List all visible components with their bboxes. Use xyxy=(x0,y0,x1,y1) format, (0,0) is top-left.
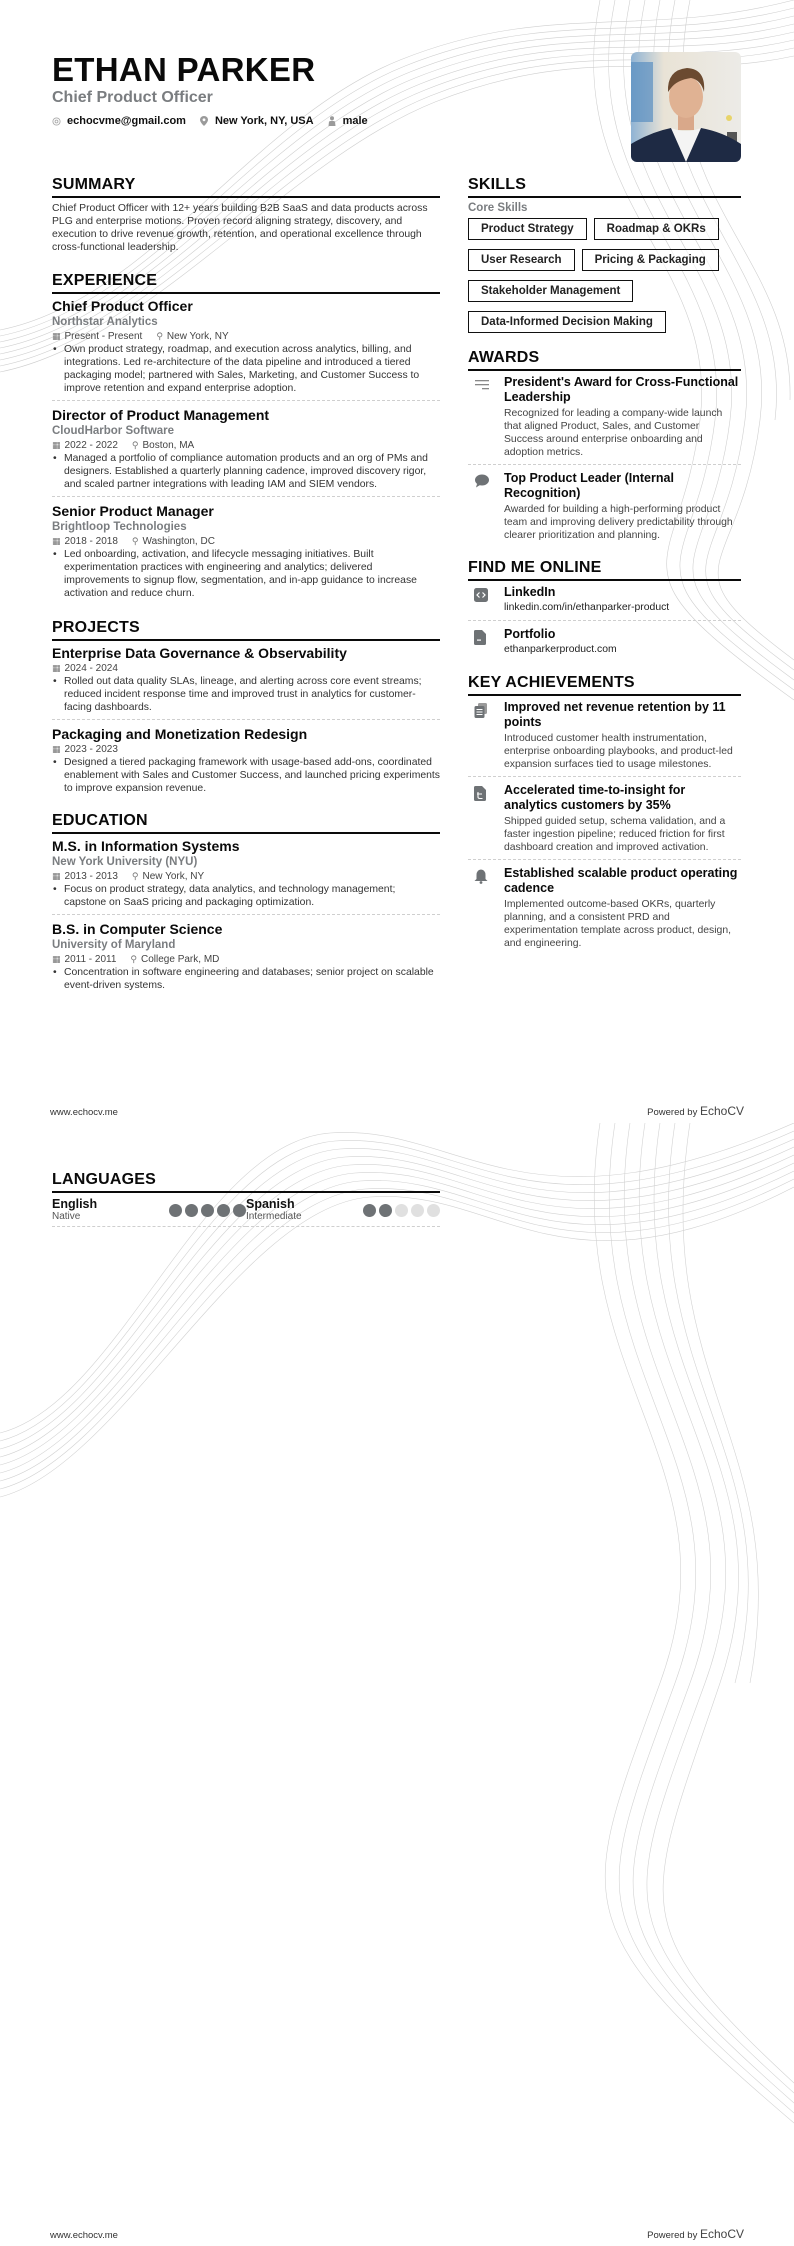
language-level: Intermediate xyxy=(246,1211,302,1222)
rating-dot xyxy=(169,1204,182,1217)
entry-dates: 2024 - 2024 xyxy=(64,663,118,674)
language-name: Spanish xyxy=(246,1197,295,1211)
skill-chip: Stakeholder Management xyxy=(468,280,633,302)
calendar-icon: ▦ xyxy=(52,440,61,450)
entry-dates: 2018 - 2018 xyxy=(64,536,118,547)
entry-bullet: • Led onboarding, activation, and lifecycle messaging initiatives. Built experimentation practices with engineering and analytics; delivered improvements to signup flow, segmentation, and in-app guidance to increase activation and reduce churn. xyxy=(52,548,440,600)
award-title: President's Award for Cross-Functional Leadership xyxy=(504,375,739,404)
achievement-description: Shipped guided setup, schema validation, and a faster ingestion pipeline; reduced friction for first dashboard creation and improved activation. xyxy=(504,816,726,853)
award-item xyxy=(468,471,741,547)
rating-dot xyxy=(217,1204,230,1217)
skill-chip: Roadmap & OKRs xyxy=(594,218,719,240)
projects-section xyxy=(52,619,440,800)
entry-location: New York, NY xyxy=(166,331,229,342)
at-icon xyxy=(52,117,61,126)
summary-section xyxy=(52,176,440,254)
section-heading-experience: EXPERIENCE xyxy=(52,272,440,294)
project-entry xyxy=(52,726,440,800)
achievement-description: Introduced customer health instrumentation, enterprise onboarding playbooks, and product-led expansion surfaces tied to usage milestones. xyxy=(504,733,733,770)
entry-dates: Present - Present xyxy=(64,331,143,342)
person-icon xyxy=(328,117,337,126)
project-title: Enterprise Data Governance & Observability xyxy=(52,645,347,661)
entry-location: Washington, DC xyxy=(142,536,215,547)
rating-dot xyxy=(201,1204,214,1217)
rating-dot xyxy=(427,1204,440,1217)
skills-section xyxy=(468,176,741,333)
language-item xyxy=(246,1197,440,1227)
entry-bullet: • Designed a tiered packaging framework with usage-based add-ons, coordinated enablement with Sales and Customer Success, and launched pricing experiments to improve expansion revenue. xyxy=(53,757,441,794)
award-description: Awarded for building a high-performing product team and improving delivery predictability through clearer prioritization and planning. xyxy=(504,504,733,541)
rating-dot xyxy=(411,1204,424,1217)
bullet-text: Managed a portfolio of compliance automation products and an org of PMs and designers. Established a quarterly planning cadence, improved discovery rigor, and scaled partner integrations with leading IAM and SIEM vendors. xyxy=(64,453,428,490)
footer-powered-by[interactable] xyxy=(647,1104,744,1118)
job-title: Chief Product Officer xyxy=(52,298,193,314)
section-heading-projects: PROJECTS xyxy=(52,619,440,641)
achievement-item xyxy=(468,783,741,860)
entry-dates: 2013 - 2013 xyxy=(64,871,118,882)
education-entry xyxy=(52,838,440,915)
footer-powered-by[interactable] xyxy=(647,2227,744,2241)
language-name: English xyxy=(52,1197,98,1211)
profile-photo xyxy=(631,52,741,162)
powered-prefix: Powered by xyxy=(647,1107,698,1118)
school-name: University of Maryland xyxy=(52,939,176,951)
achievement-item xyxy=(468,700,741,777)
calendar-icon: ▦ xyxy=(52,744,61,754)
language-item xyxy=(52,1197,246,1227)
online-link-item[interactable] xyxy=(468,627,741,662)
clipboard-stack-icon xyxy=(468,700,504,771)
experience-section xyxy=(52,272,440,605)
skill-chips xyxy=(468,218,748,333)
link-label: LinkedIn xyxy=(504,585,556,599)
achievement-title: Improved net revenue retention by 11 points xyxy=(504,700,726,729)
location-text: New York, NY, USA xyxy=(214,115,314,127)
project-entry xyxy=(52,645,440,720)
map-pin-icon: ⚲ xyxy=(131,440,139,450)
section-heading-awards: AWARDS xyxy=(468,349,741,371)
right-column xyxy=(468,176,741,961)
entry-bullet: • Rolled out data quality SLAs, lineage, and alerting across core event streams; reduced incident response time and improved trust in analytics for customer-facing dashboards. xyxy=(52,675,440,714)
map-pin-icon: ⚲ xyxy=(156,331,163,341)
award-title: Top Product Leader (Internal Recognition) xyxy=(504,471,674,500)
section-heading-education: EDUCATION xyxy=(52,812,440,834)
skill-chip: Pricing & Packaging xyxy=(582,249,719,271)
calendar-icon: ▦ xyxy=(52,954,61,964)
link-label: Portfolio xyxy=(504,627,556,641)
skill-chip: User Research xyxy=(468,249,575,271)
bullet-text: Focus on product strategy, data analytics, and technology management; capstone on SaaS pricing and packaging optimization. xyxy=(64,884,396,908)
skill-chip: Data-Informed Decision Making xyxy=(468,311,666,333)
entry-dates: 2022 - 2022 xyxy=(64,440,118,451)
bullet-text: Rolled out data quality SLAs, lineage, and alerting across core event streams; reduced incident response time and improved trust in analytics for customer-facing dashboards. xyxy=(64,676,422,713)
entry-dates: 2023 - 2023 xyxy=(64,744,118,755)
calendar-icon: ▦ xyxy=(52,871,61,881)
contact-row xyxy=(52,115,612,127)
experience-entry xyxy=(52,407,440,497)
section-heading-summary: SUMMARY xyxy=(52,176,440,198)
bullet-text: Own product strategy, roadmap, and execution across analytics, billing, and integrations. Led re-architecture of the data pipeline and introduced a tiered packaging model; partnered with Sales, Marketing, and Customer Success to improve retention and expand enterprise adoption. xyxy=(64,344,420,394)
company-name: CloudHarbor Software xyxy=(52,425,175,437)
bullet-text: Designed a tiered packaging framework with usage-based add-ons, coordinated enablement with Sales and Customer Success, and launched pricing experiments to improve expansion revenue. xyxy=(64,757,441,794)
degree-title: M.S. in Information Systems xyxy=(52,838,240,854)
entry-location: New York, NY xyxy=(142,871,205,882)
rating-dot xyxy=(379,1204,392,1217)
entry-location: Boston, MA xyxy=(142,440,195,451)
powered-brand: EchoCV xyxy=(699,2227,744,2241)
link-url[interactable]: ethanparkerproduct.com xyxy=(504,644,617,655)
entry-bullet: • Concentration in software engineering and databases; senior project on scalable event-driven systems. xyxy=(52,966,440,992)
bullet-text: Led onboarding, activation, and lifecycle messaging initiatives. Built experimentation practices with engineering and analytics; delivered improvements to signup flow, segmentation, and in-app guidance to increase activation and reduce churn. xyxy=(64,549,417,599)
background-wave-pattern xyxy=(0,1123,794,2246)
rating-dot xyxy=(233,1204,246,1217)
project-title: Packaging and Monetization Redesign xyxy=(52,726,308,742)
calendar-icon: ▦ xyxy=(52,331,61,341)
education-section xyxy=(52,812,440,997)
entry-meta xyxy=(52,535,440,548)
entry-location: College Park, MD xyxy=(141,954,220,965)
rating-dot xyxy=(395,1204,408,1217)
entry-meta xyxy=(52,953,440,966)
left-column xyxy=(52,176,440,1003)
degree-title: B.S. in Computer Science xyxy=(52,921,223,937)
bell-icon xyxy=(468,866,504,950)
award-item xyxy=(468,375,741,465)
entry-bullet: • Focus on product strategy, data analytics, and technology management; capstone on SaaS pricing and packaging optimization. xyxy=(52,883,440,909)
entry-bullet: • Own product strategy, roadmap, and execution across analytics, billing, and integrations. Led re-architecture of the data pipeline and introduced a tiered packaging model; partnered with Sales, Marketing, and Customer Success to improve retention and expand enterprise adoption. xyxy=(52,343,440,395)
summary-text: Chief Product Officer with 12+ years building B2B SaaS and data products across PLG and enterprise motions. Proven record aligning strategy, discovery, and execution to drive revenue growth, retention, and operational excellence through cross-functional leadership. xyxy=(52,203,428,253)
page-footer xyxy=(50,2227,744,2241)
job-title: Director of Product Management xyxy=(52,407,270,423)
entry-meta xyxy=(52,330,440,343)
contact-location xyxy=(200,115,314,127)
awards-section xyxy=(468,349,741,547)
chat-bubble-icon xyxy=(468,471,504,542)
award-description: Recognized for leading a company-wide launch that aligned Product, Sales, and Customer Success around enterprise onboarding and adoption metrics. xyxy=(504,408,723,458)
resume-page-2 xyxy=(0,1123,794,2246)
link-url[interactable]: linkedin.com/in/ethanparker-product xyxy=(504,602,670,613)
code-icon xyxy=(468,585,504,615)
map-pin-icon xyxy=(200,117,209,126)
bullet-text: Concentration in software engineering and databases; senior project on scalable event-driven systems. xyxy=(64,967,434,991)
entry-meta xyxy=(52,743,440,756)
calendar-icon: ▦ xyxy=(52,663,61,673)
document-icon xyxy=(468,627,504,657)
footer-site-link[interactable]: www.echocv.me xyxy=(50,2230,118,2241)
entry-bullet: • Managed a portfolio of compliance automation products and an org of PMs and designers. Established a quarterly planning cadence, improved discovery rigor, and scaled partner integrations with leading IAM and SIEM vendors. xyxy=(52,452,440,491)
language-level: Native xyxy=(52,1211,81,1222)
entry-meta xyxy=(52,439,440,452)
left-column xyxy=(52,1171,440,1227)
skills-subheading: Core Skills xyxy=(468,202,528,214)
map-pin-icon: ⚲ xyxy=(131,536,139,546)
powered-prefix: Powered by xyxy=(647,2230,698,2241)
experience-entry xyxy=(52,298,440,401)
language-rating xyxy=(363,1204,440,1217)
education-entry xyxy=(52,921,440,997)
contact-email[interactable] xyxy=(52,115,186,127)
company-name: Brightloop Technologies xyxy=(52,521,187,533)
language-rating xyxy=(169,1204,246,1217)
achievements-section xyxy=(468,674,741,955)
language-list xyxy=(52,1197,440,1227)
section-heading-achievements: KEY ACHIEVEMENTS xyxy=(468,674,741,696)
section-heading-online: FIND ME ONLINE xyxy=(468,559,741,581)
list-icon xyxy=(468,375,504,459)
candidate-title: Chief Product Officer xyxy=(52,89,213,106)
section-heading-skills: SKILLS xyxy=(468,176,741,198)
candidate-name: ETHAN PARKER xyxy=(52,51,316,88)
powered-brand: EchoCV xyxy=(699,1104,744,1118)
school-name: New York University (NYU) xyxy=(52,856,198,868)
experience-entry xyxy=(52,503,440,605)
entry-meta xyxy=(52,870,440,883)
online-link-item[interactable] xyxy=(468,585,741,621)
entry-dates: 2011 - 2011 xyxy=(64,954,117,965)
achievement-title: Established scalable product operating cadence xyxy=(504,866,738,895)
map-pin-icon: ⚲ xyxy=(131,871,139,881)
resume-header xyxy=(52,52,612,127)
rating-dot xyxy=(363,1204,376,1217)
company-name: Northstar Analytics xyxy=(52,316,158,328)
online-section xyxy=(468,559,741,662)
job-title: Senior Product Manager xyxy=(52,503,214,519)
page-footer xyxy=(50,1104,744,1118)
email-text: echocvme@gmail.com xyxy=(67,115,186,127)
calendar-icon: ▦ xyxy=(52,536,61,546)
rating-dot xyxy=(185,1204,198,1217)
map-pin-icon: ⚲ xyxy=(130,954,138,964)
achievement-item xyxy=(468,866,741,955)
skill-chip: Product Strategy xyxy=(468,218,587,240)
section-heading-languages: LANGUAGES xyxy=(52,1171,440,1193)
achievement-title: Accelerated time-to-insight for analytics customers by 35% xyxy=(504,783,686,812)
footer-site-link[interactable]: www.echocv.me xyxy=(50,1107,118,1118)
contact-gender xyxy=(328,115,368,127)
gender-text: male xyxy=(342,115,368,127)
entry-meta xyxy=(52,662,440,675)
file-chart-icon xyxy=(468,783,504,854)
achievement-description: Implemented outcome-based OKRs, quarterly planning, and a consistent PRD and experimentation template across product, design, and engineering. xyxy=(504,899,731,949)
languages-section xyxy=(52,1171,440,1227)
